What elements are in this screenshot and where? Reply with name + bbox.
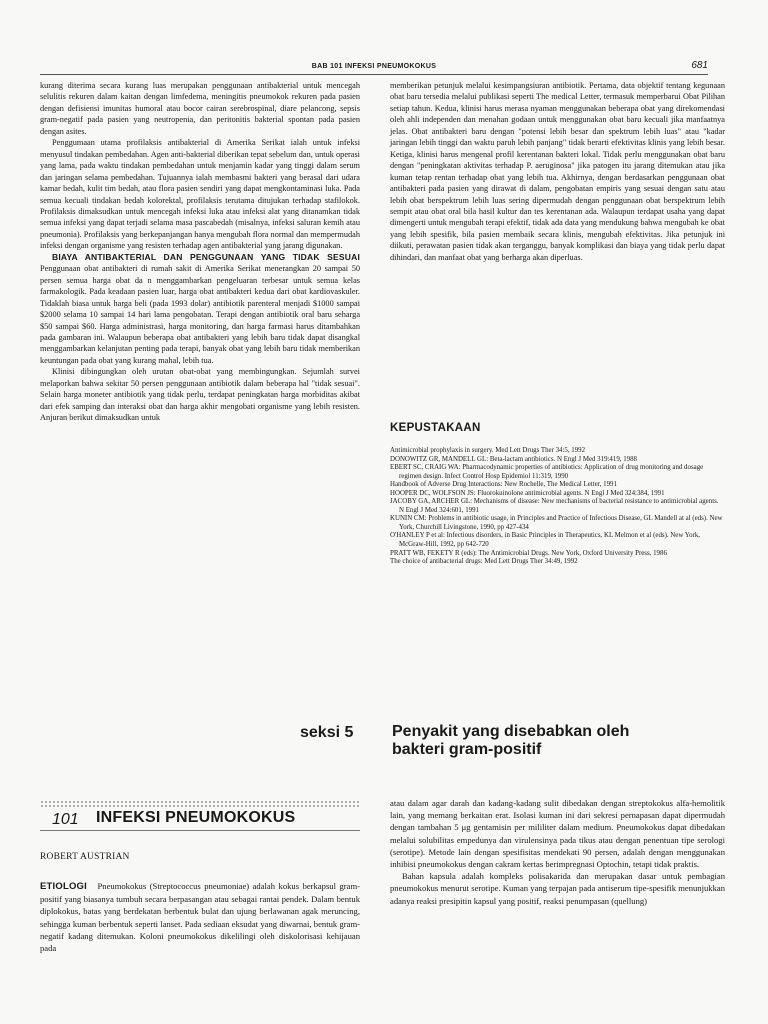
reference-item: PRATT WB, FEKETY R (eds): The Antimicrobial Drugs. New York, Oxford University Press, 1986 xyxy=(390,549,667,557)
running-header xyxy=(40,60,708,75)
paragraph: Penggumaan utama profilaksis antibakterial di Amerika Serikat ialah untuk infeksi menyusul tindakan pembedahan. Agen anti-bakterial diberikan tepat sebelum dan, untuk operasi yang lama, pada waktu tindakan pembedahan untuk menjamin kadar yang tinggi dalam serum dan jaringan selama pembedahan. Tujuannya ialah membasmi bakteri yang berasal dari udara kamar bedah, kulit tim bedah, atau flora pasien sendiri yang dapat mengkontaminasi luka. Pada semua kecuali tindakan bedah kolorektal, profilaksis terutama ditujukan terhadap stafilokok. Profilaksis dimaksudkan untuk mencegah infeksi luka atau infeksi alat yang ditanamkan tidak semua infeksi yang dapat terjadi selama masa pascabedah (misalnya, infeksi saluran kemih atau pneumonia). Profilaksis yang berkepanjangan hanya mengubah flora normal dan mempermudah infeksi dengan organisme yang resisten terhadap agen antibakterial yang jarang digunakan. xyxy=(40,138,360,251)
page-number: 681 xyxy=(691,60,708,71)
chapter-number: 101 xyxy=(52,811,79,828)
references-heading: KEPUSTAKAAN xyxy=(390,422,481,434)
chapter-decorative-bar xyxy=(40,800,360,808)
reference-item: JACOBY GA, ARCHER GL: Mechanisms of disease: New mechanisms of bacterial resistance to antimicrobial agents. N Engl J Med 324:601, 1991 xyxy=(390,498,719,514)
run-in-heading: BIAYA ANTIBAKTERIAL DAN PENGGUNAAN YANG TIDAK SESUAI xyxy=(52,251,360,262)
reference-item: EBERT SC, CRAIG WA: Pharmacodynamic properties of antibiotics: Application of drug monitoring and dosage regimen design. Infect Control Hosp Epidemiol 11:319, 1990 xyxy=(390,464,704,480)
reference-item: DONOWITZ GR, MANDELL GL: Beta-lactam antibiotics. N Engl J Med 319:419, 1988 xyxy=(390,455,637,463)
left-column-top xyxy=(40,80,360,424)
paragraph: kurang diterima secara kurang luas merupakan penggunaan antibakterial untuk mencegah selulitis rekuren dalam kaitan dengan limfedema, meningitis pneumokok rekuren pada pasien dengan defisiensi imunitas humoral atau bocor cairan serebrospinal, diare pelancong, sepsis gram-negatif pada pasien yang neutropenia, dan peritonitis bakterial spontan pada pasien dengan asites. xyxy=(40,81,360,136)
section-title-line: Penyakit yang disebabkan oleh xyxy=(392,723,630,740)
reference-item: HOOPER DC, WOLFSON JS: Fluorokuinolone antimicrobial agents. N Engl J Med 324:384, 1991 xyxy=(390,489,665,497)
reference-item: The choice of antibacterial drugs: Med Lett Drugs Ther 34:49, 1992 xyxy=(390,558,578,566)
section-title-line: bakteri gram-positif xyxy=(392,741,542,758)
references-list xyxy=(390,447,725,567)
reference-item: O'HANLEY P et al: Infectious disorders, in Basic Principles in Therapeutics, KL Melmon et al (eds). New York, McGraw-Hill, 1992, pp 642-720 xyxy=(390,532,700,549)
paragraph xyxy=(40,880,360,954)
section-label: seksi 5 xyxy=(300,724,354,741)
reference-item: Handbook of Adverse Drug Interactions: New Rochelle, The Medical Letter, 1991 xyxy=(390,481,617,489)
paragraph: Bahan kapsula adalah kompleks polisakarida dan merupakan dasar untuk pembagian pneumokokus menurut serotipe. Kuman yang terpajan pada antiserum tipe-spesifik menunjukkan adanya reaksi presipitin kapsul yang positif, reaksi penumpasan (quellung) xyxy=(390,871,725,906)
run-in-heading: ETIOLOGI xyxy=(40,881,87,892)
chapter-author: ROBERT AUSTRIAN xyxy=(40,852,130,862)
paragraph: memberikan petunjuk melalui kesimpangsiuran antibiotik. Pertama, data objektif tentang kegunaan obat baru tersedia melalui publikasi seperti The medical Letter, termasuk memperbarui Obat Pilihan setiap tahun. Kedua, klinisi harus merasa nyaman menggunakan beberapa obat yang direkomendasi oleh ahli independen dan menahan godaan untuk menggunakan obat baru kecuali jika manfaatnya jelas. Obat antibakteri baru dengan "potensi lebih besar dan spektrum lebih luas" atau "kadar jaringan lebih tinggi dan waktu paruh lebih panjang" tidak berarti efektivitas klinis yang lebih besar. Ketiga, klinisi harus mengenal profil kerentanan bakteri lokal. Tidak perlu menggunakan obat baru dengan "peningkatan aktivitas terhadap P. aeruginosa" jika patogen itu jarang ditemukan atau jika kuman tetap rentan terhadap obat yang lebih tua. Akhirnya, dengan berdasarkan penggunaan obat antibakteri pada pasien yang dirawat di dalam, pengobatan empiris yang sesuai dengan satu atau lebih obat berspektrum lebih luas sering dipermudah dengan penggunaan obat berspektrum lebih sempit atau obat oral bila hasil kultur dan tes kerentanan ada. Walaupun terdapat usaha yang dapat dimengerti untuk mengubah terapi efektif, tidak ada data yang mendukung bahwa mengubah ke obat yang lebih spesifik, bila pasien membaik secara klinis, mengubah efektivitas. Jika petunjuk ini diikuti, perawatan pasien tidak akan terganggu, banyak komplikasi dan biaya yang tidak perlu dapat dihindari, dan manfaat obat yang berharga akan diperluas. xyxy=(390,81,725,262)
paragraph xyxy=(40,252,360,367)
running-title: BAB 101 INFEKSI PNEUMOKOKUS xyxy=(311,63,437,70)
chapter-title: INFEKSI PNEUMOKOKUS xyxy=(96,809,296,826)
paragraph: Klinisi dibingungkan oleh urutan obat-obat yang membingungkan. Sejumlah survei melaporkan bahwa sekitar 50 persen penggunaan antibiotik dalam beberapa hal "tidak sesuai". Selain harga moneter antibiotik yang tidak perlu, terdapat peningkatan harga morbiditas akibat dari efek samping dan interaksi obat dan harga akhir mengobati organisme yang lebih resisten. Anjuran berikut dimaksudkan untuk xyxy=(40,367,360,423)
reference-item: Antimicrobial prophylaxis in surgery. Med Lett Drugs Ther 34:5, 1992 xyxy=(390,447,586,454)
paragraph-body: Pneumokokus (Streptococcus pneumoniae) adalah kokus berkapsul gram-positif yang biasanya tumbuh secara berpasangan atau sebagai rantai pendek. Dalam bentuk diplokokus, batas yang berdekatan berbentuk bulat dan ujung berlawanan agak meruncing, sehingga kuman berbentuk seperti lanset. Pada sediaan eksudat yang diwarnai, bentuk gram-negatif kadang ditemukan. Koloni pneumokokus dikelilingi oleh diskolorisasi kehijauan pada xyxy=(40,881,360,954)
left-column-bottom xyxy=(40,880,360,954)
section-title xyxy=(392,723,722,759)
right-column-top xyxy=(390,80,725,263)
paragraph-body: Penggunaan obat antibakteri di rumah sakit di Amerika Serikat menerangkan 20 sampai 50 persen semua harga obat da n menggambarkan pengeluaran terbesar untuk semua kelas farmakologik. Pada keadaan pasien luar, harga obat antibakteri kedua dari obat kardiovaskuler. Tidaklah biasa untuk harga beli (pada 1993 dolar) antibiotik parenteral menjadi $1000 sampai $2000 selama 10 sampai 14 hari lama pengobatan. Terapi dengan antibiotik oral baru seharga $50 sampai $60. Harga administrasi, harga monitoring, dan harga farmasi harus ditambahkan pada gambaran ini. Walaupun beberapa obat antibakteri yang lebih baru tidak dapat disangkal menggambarkan kelanjutan penting pada terapi, banyak obat yang lebih baru tidak memberikan keuntungan pada obat yang kurang mahal, lebih tua. xyxy=(40,264,360,365)
right-column-bottom xyxy=(390,797,725,907)
divider xyxy=(40,830,360,831)
reference-item: KUNIN CM: Problems in antibiotic usage, in Principles and Practice of Infectious Disease, GL Mandell at al (eds). New York, Churchill Livingstone, 1990, pp 427-434 xyxy=(390,515,723,531)
paragraph: atau dalam agar darah dan kadang-kadang sulit dibedakan dengan streptokokus alfa-hemolitik lain, yang memang berkaitan erat. Isolasi kuman ini dari sekresi pernapasan dapat dipermudah dengan tambahan 5 μg gentamisin per mililiter dalam medium. Pneumokokus dapat dibedakan melalui solubilitas empedunya dan virulensinya pada tikus atau dengan penentuan tipe serologi (serotipe). Metode lain dengan spesifisitas mendekati 90 persen, adalah dengan menggunakan inhibisi pneumokokus dengan cakram kertas berimpregnasi Optochin, tetapi tidak praktis. xyxy=(390,798,725,870)
